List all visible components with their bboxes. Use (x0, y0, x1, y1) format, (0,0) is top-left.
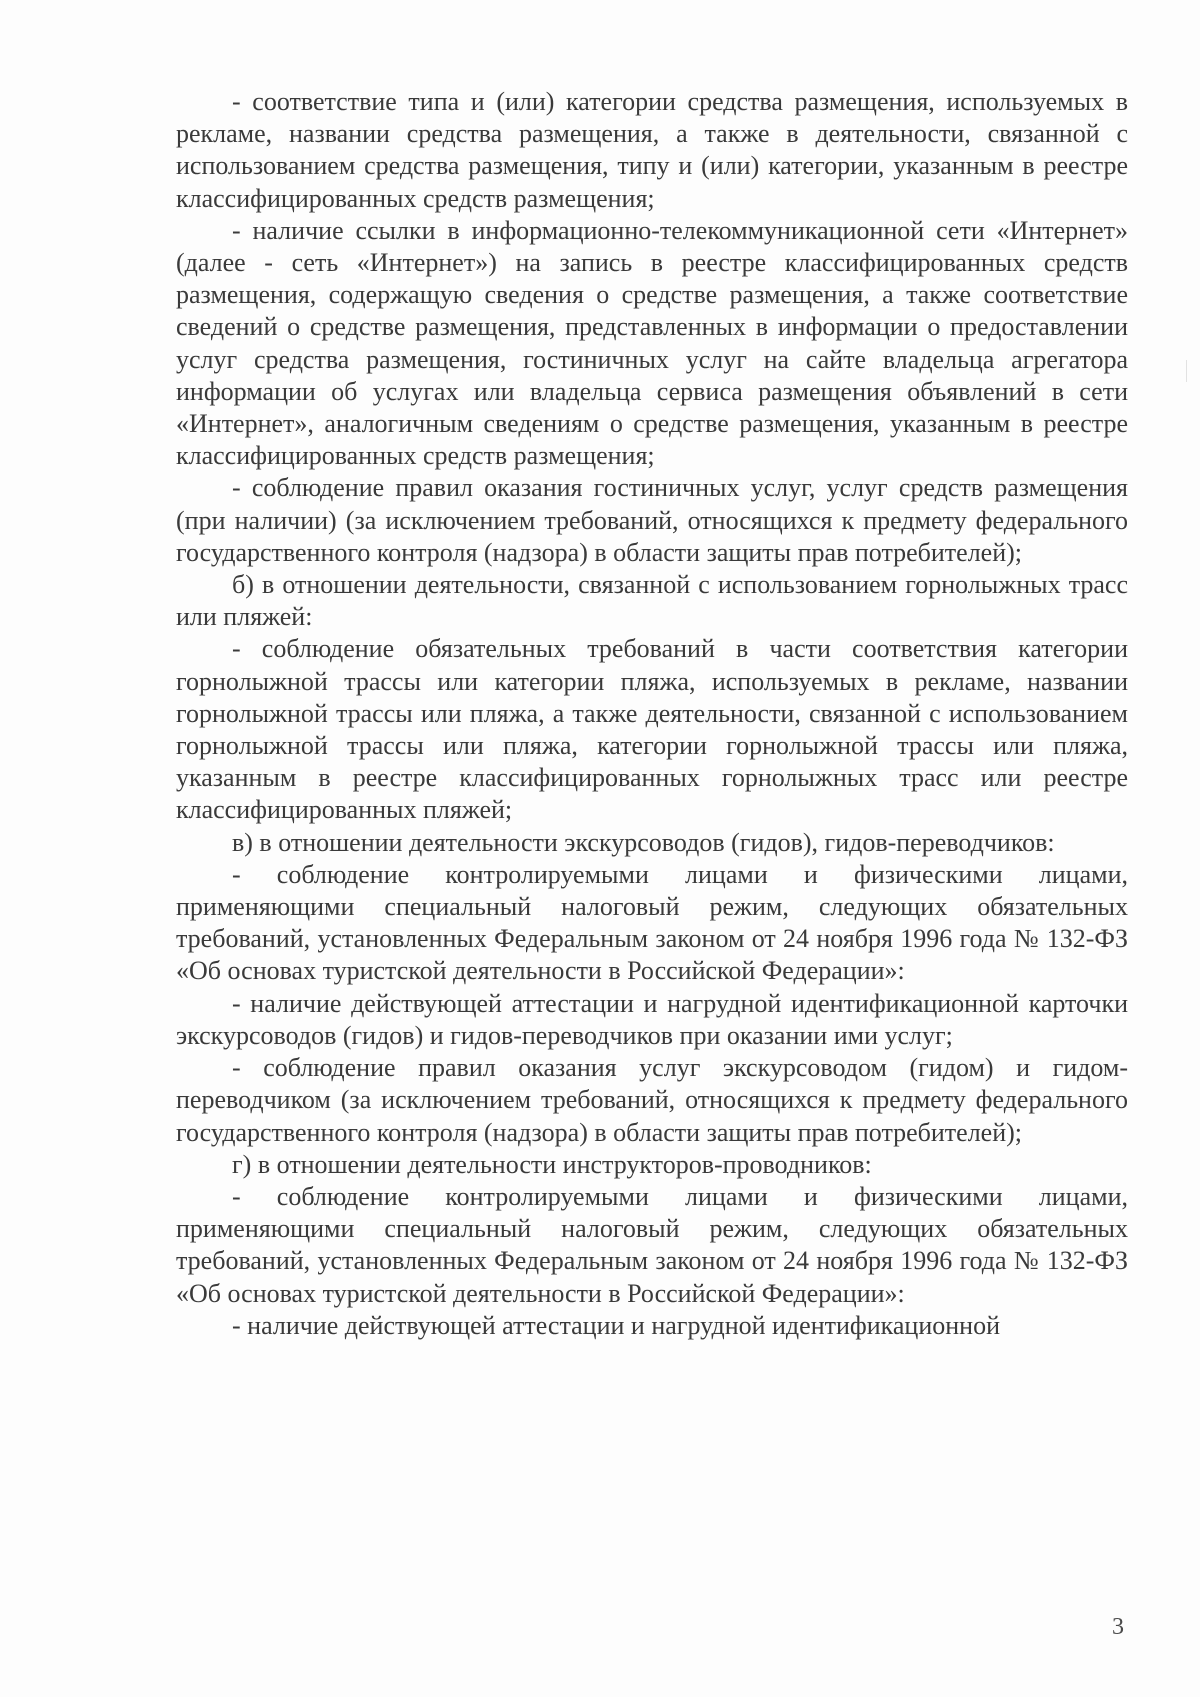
paragraph-ski-beaches-heading: б) в отношении деятельности, связанной с использованием горнолыжных трасс или пляжей: (176, 570, 1128, 632)
paragraph-accommodation-category: - соответствие типа и (или) категории средства размещения, используемых в рекламе, названии средства размещения, а также в деятельности, связанной с использованием средства размещения, типу и (или) категории, указанным в реестре классифицированных средств размещения; (176, 87, 1128, 213)
paragraph-internet-link: - наличие ссылки в информационно-телекоммуникационной сети «Интернет» (далее - сеть «Интернет») на запись в реестре классифицированных средств размещения, содержащую сведения о средстве размещения, а также соответствие сведений о средстве размещения, представленных в информации о предоставлении услуг средства размещения, гостиничных услуг на сайте владельца агрегатора информации об услугах или владельца сервиса размещения объявлений в сети «Интернет», аналогичным сведениям о средстве размещения, указанным в реестре классифицированных средств размещения; (176, 215, 1128, 471)
paragraph-instructors-attestation: - наличие действующей аттестации и нагрудной идентификационной (232, 1310, 1001, 1340)
paragraph-instructors-heading: г) в отношении деятельности инструкторов-проводников: (232, 1149, 872, 1179)
scan-edge-mark (1186, 360, 1187, 382)
paragraph-guides-rules: - соблюдение правил оказания услуг экскурсоводом (гидом) и гидом-переводчиком (за исключением требований, относящихся к предмету федерального государственного контроля (надзора) в области защиты прав потребителей); (176, 1053, 1128, 1147)
paragraph-guides-requirements: - соблюдение контролируемыми лицами и физическими лицами, применяющими специальный налоговый режим, следующих обязательных требований, установленных Федеральным законом от 24 ноября 1996 года № 132-ФЗ «Об основах туристской деятельности в Российской Федерации»: (176, 859, 1128, 986)
paragraph-ski-beaches-category: - соблюдение обязательных требований в части соответствия категории горнолыжной трассы или категории пляжа, используемых в рекламе, названии горнолыжной трассы или пляжа, а также деятельности, связанной с использованием горнолыжной трассы или пляжа, категории горнолыжной трассы или пляжа, указанным в реестре классифицированных горнолыжных трасс или реестре классифицированных пляжей; (176, 634, 1128, 825)
paragraph-hotel-services-rules: - соблюдение правил оказания гостиничных услуг, услуг средств размещения (при наличии) (за исключением требований, относящихся к предмету федерального государственного контроля (надзора) в области защиты прав потребителей); (176, 473, 1128, 567)
document-body (176, 86, 1128, 1342)
paragraph-instructors-requirements: - соблюдение контролируемыми лицами и физическими лицами, применяющими специальный налоговый режим, следующих обязательных требований, установленных Федеральным законом от 24 ноября 1996 года № 132-ФЗ «Об основах туристской деятельности в Российской Федерации»: (176, 1181, 1128, 1308)
paragraph-guides-attestation: - наличие действующей аттестации и нагрудной идентификационной карточки экскурсоводов (гидов) и гидов-переводчиков при оказании ими услуг; (176, 988, 1128, 1050)
page-number: 3 (1112, 1614, 1124, 1640)
paragraph-guides-heading: в) в отношении деятельности экскурсоводов (гидов), гидов-переводчиков: (232, 827, 1055, 857)
